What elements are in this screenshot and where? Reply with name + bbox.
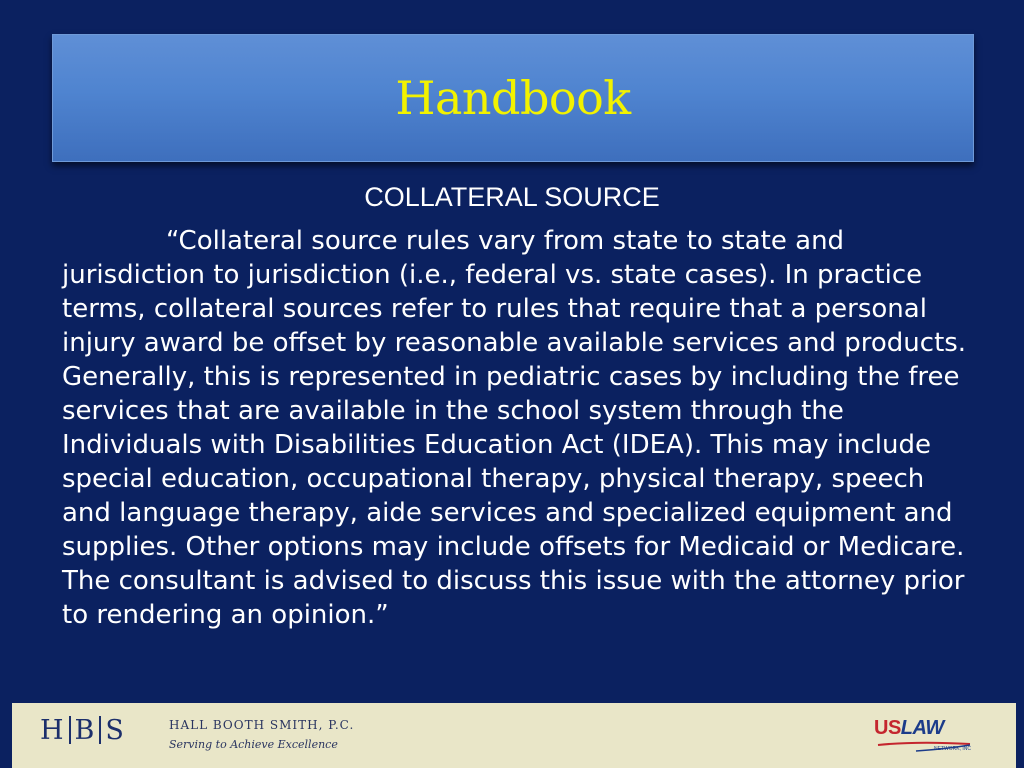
uslaw-law: LAW [900, 717, 944, 739]
logo-divider [99, 716, 101, 744]
firm-tagline: Serving to Achieve Excellence [169, 738, 338, 751]
slide-title: Handbook [395, 71, 631, 125]
uslaw-wordmark [874, 717, 944, 740]
body-paragraph: “Collateral source rules vary from state to state and jurisdiction to jurisdiction (i.e., federal vs. state cases). In practice terms, collateral sources refer to rules that require that a personal injury award be offset by reasonable available services and products. Generally, this is represented in pediatric cases by including the free services that are available in the school system through the Individuals with Disabilities Education Act (IDEA). This may include special education, occupational therapy, physical therapy, speech and language therapy, aide services and specialized equipment and supplies. Other options may include offsets for Medicaid or Medicare. The consultant is advised to discuss this issue with the attorney prior to rendering an opinion.” [62, 226, 967, 630]
uslaw-swoosh-icon [876, 739, 972, 753]
uslaw-logo [874, 717, 972, 753]
firm-name: HALL BOOTH SMITH, P.C. [169, 718, 355, 732]
uslaw-network-label: NETWORK, INC [934, 746, 971, 752]
title-banner [52, 34, 974, 162]
footer-banner [12, 703, 1016, 768]
logo-letter-b: B [74, 715, 96, 746]
logo-letter-h: H [40, 715, 65, 746]
section-heading: COLLATERAL SOURCE [364, 182, 660, 212]
hbs-logo [40, 715, 125, 746]
logo-letter-s: S [105, 715, 125, 746]
logo-divider [69, 716, 71, 744]
uslaw-us: US [874, 717, 901, 739]
